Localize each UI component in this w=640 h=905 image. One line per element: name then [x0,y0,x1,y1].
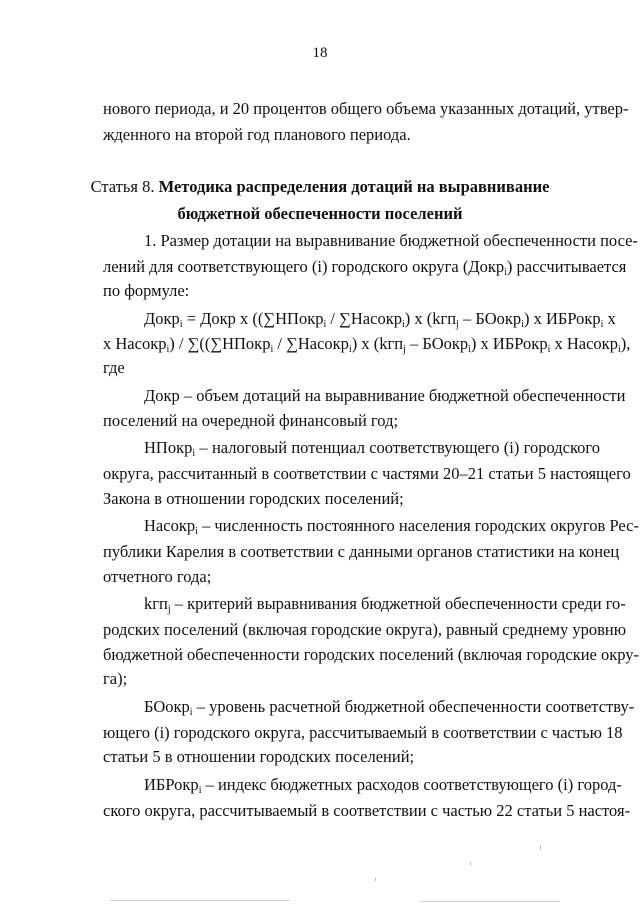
formula-where: где [103,358,125,377]
def-nasokr-line-3: отчетного года; [103,567,212,586]
def-npokr-line-1: НПокр$_i$ – налоговый потенциал соответствующего (i) городского [144,438,600,459]
def-kgp-line-3: бюджетной обеспеченности городских поселений (включая городские окру- [103,645,640,664]
def-nasokr-line-2: публики Карелия в соответствии с данными органов статистики на конец [103,542,620,561]
scan-speck [540,845,541,850]
formula-line-2: x Насокр$_i$) / ∑((∑НПокр$_i$ / ∑Насокр$_i$) x (kгп$_j$ – БОокр$_i$) x ИБРокр$_i$ x Насокр$_i$), [103,334,631,355]
page-number: 18 [312,45,328,61]
intro-line-1: нового периода, и 20 процентов общего объема указанных дотаций, утвер- [103,99,629,118]
scan-edge-mark [420,901,560,902]
def-npokr-line-3: Закона в отношении городских поселений; [103,489,404,508]
article-heading-line-1 [0,177,640,197]
def-bookr-line-3: статьи 5 в отношении городских поселений; [103,747,415,766]
def-kgp-line-1: kгп$_j$ – критерий выравнивания бюджетной обеспеченности среди го- [144,594,626,615]
def-dokr-line-1: Докр – объем дотаций на выравнивание бюджетной обеспеченности [144,386,626,405]
article-prefix: Статья 8. [90,177,159,196]
scan-speck [470,862,471,865]
article-heading-line-2 [0,204,640,224]
formula-line-1: Докр$_i$ = Докр x ((∑НПокр$_i$ / ∑Насокр$_i$) x (kгп$_j$ – БОокр$_i$) x ИБРокр$_i$ x [144,309,616,330]
def-bookr-line-2: ющего (i) городского округа, рассчитываемый в соответствии с частью 18 [103,723,623,742]
scan-speck [375,878,376,881]
def-dokr-line-2: поселений на очередной финансовый год; [103,411,399,430]
para1-line-2: лений для соответствующего (i) городского округа (Докр$_i$) рассчитывается [103,257,627,278]
para1-line-3: по формуле: [103,281,190,300]
scan-edge-mark [110,900,290,901]
article-title-part-1: Методика распределения дотаций на выравнивание [158,177,550,196]
intro-line-2: жденного на второй год планового периода. [103,125,411,144]
def-kgp-line-2: родских поселений (включая городские округа), равный среднему уровню [103,620,627,639]
def-bookr-line-1: БОокр$_i$ – уровень расчетной бюджетной обеспеченности соответству- [144,697,635,718]
def-kgp-line-4: га); [103,669,128,688]
def-ibr-line-2: ского округа, рассчитываемый в соответствии с частью 22 статьи 5 настоя- [103,801,631,820]
def-ibr-line-1: ИБРокр$_i$ – индекс бюджетных расходов соответствующего (i) город- [144,775,622,796]
para1-line-1: 1. Размер дотации на выравнивание бюджетной обеспеченности посе- [144,231,638,250]
def-npokr-line-2: округа, рассчитанный в соответствии с частями 20–21 статьи 5 настоящего [103,464,631,483]
article-title-part-2: бюджетной обеспеченности поселений [177,204,463,223]
def-nasokr-line-1: Насокр$_i$ – численность постоянного населения городских округов Рес- [144,516,639,537]
